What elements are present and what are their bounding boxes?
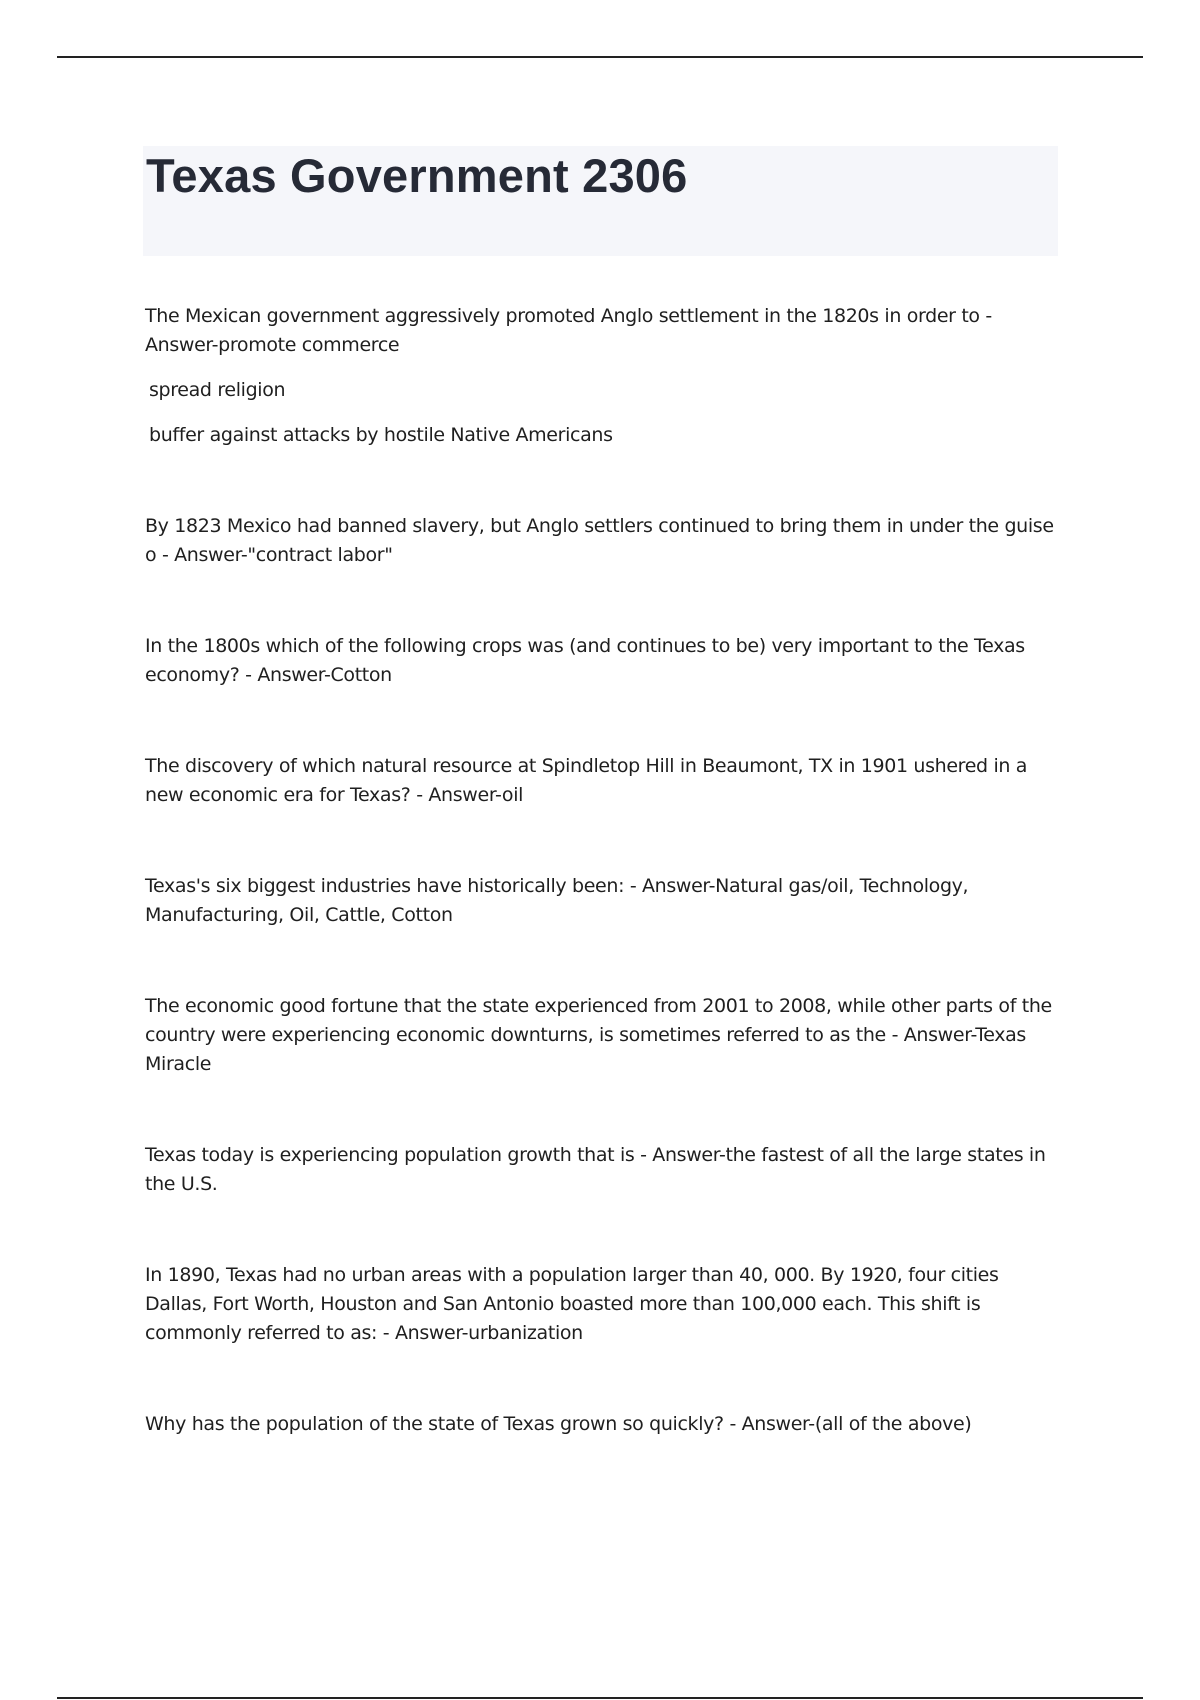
qa-item [145, 1141, 1060, 1199]
qa-option: spread religion [149, 379, 286, 401]
qa-text: Why has the population of the state of Texas grown so quickly? - Answer-(all of the above) [145, 1413, 972, 1435]
qa-text: The Mexican government aggressively promoted Anglo settlement in the 1820s in order to - Answer-promote commerce [145, 305, 992, 356]
qa-item [145, 302, 1060, 450]
qa-item [145, 992, 1060, 1079]
bottom-rule [57, 1697, 1143, 1699]
qa-list [145, 302, 1060, 1439]
qa-item [145, 1261, 1060, 1348]
qa-text: In 1890, Texas had no urban areas with a population larger than 40, 000. By 1920, four cities Dallas, Fort Worth, Houston and San Antonio boasted more than 100,000 each. This shift is commonly referred to as: - Answer-urbanization [145, 1264, 999, 1344]
qa-text: In the 1800s which of the following crops was (and continues to be) very important to the Texas economy? - Answer-Cotton [145, 635, 1025, 686]
qa-item [145, 872, 1060, 930]
qa-item [145, 512, 1060, 570]
page-title: Texas Government 2306 [146, 149, 688, 202]
title-banner [143, 146, 1058, 256]
top-rule [57, 56, 1143, 58]
qa-text: Texas today is experiencing population growth that is - Answer-the fastest of all the large states in the U.S. [145, 1144, 1046, 1195]
qa-text: The economic good fortune that the state experienced from 2001 to 2008, while other parts of the country were experiencing economic downturns, is sometimes referred to as the - Answer-Texas Miracle [145, 995, 1052, 1075]
qa-text: By 1823 Mexico had banned slavery, but Anglo settlers continued to bring them in under the guise o - Answer-"contract labor" [145, 515, 1054, 566]
qa-text: Texas's six biggest industries have historically been: - Answer-Natural gas/oil, Technology, Manufacturing, Oil, Cattle, Cotton [145, 875, 969, 926]
qa-item [145, 752, 1060, 810]
qa-text: The discovery of which natural resource at Spindletop Hill in Beaumont, TX in 1901 ushered in a new economic era for Texas? - Answer-oil [145, 755, 1028, 806]
qa-option: buffer against attacks by hostile Native Americans [149, 424, 613, 446]
qa-item [145, 632, 1060, 690]
qa-item [145, 1410, 1060, 1439]
